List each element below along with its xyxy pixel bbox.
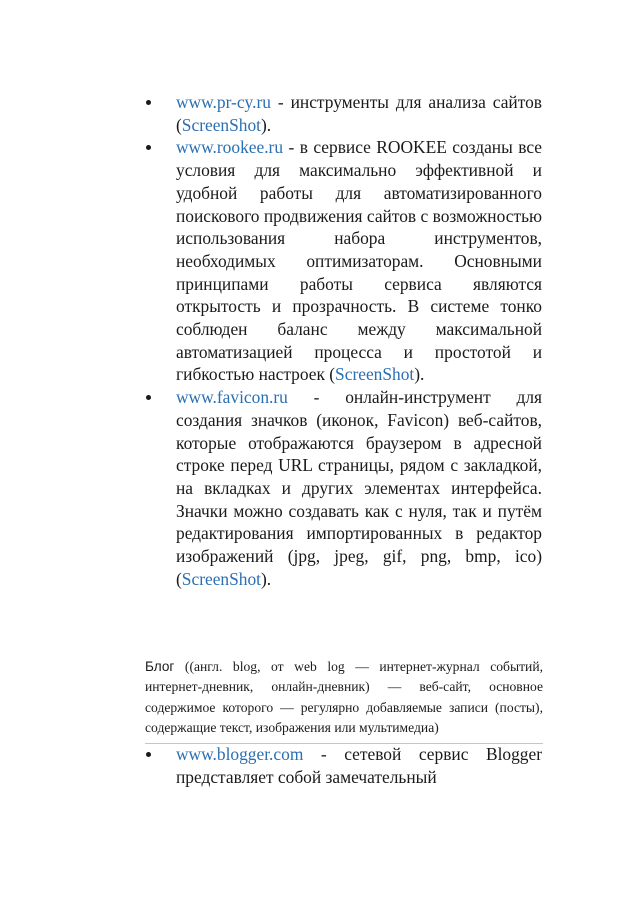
link-blogger[interactable]: www.blogger.com (176, 744, 304, 764)
note-text: ((англ. blog, от web log — интернет-журнал событий, интернет-дневник, онлайн-дневник) — веб-сайт, основное содержимое которого — регулярно добавляемые записи (посты), содержащие текст, изображения или мультимедиа) (145, 659, 543, 735)
bullet-icon (146, 145, 151, 150)
item-text: - онлайн-инструмент для создания значков (иконок, Favicon) веб-сайтов, которые отображаются браузером в адресной строке перед URL страницы, рядом с закладкой, на вкладках и других элементах интерфейса. Значки можно создавать как с нуля, так и путём редактирования импортированных в редактор изображений (jpg, jpeg, gif, png, bmp, ico) ( (176, 387, 542, 589)
item-text: - в сервисе ROOKEE созданы все условия для максимально эффективной и удобной работы для автоматизированного поискового продвижения сайтов с возможностью использования набора инструментов, необходимых оптимизаторам. Основными принципами работы сервиса являются открытость и прозрачность. В системе тонко соблюден баланс между максимальной автоматизацией процесса и простотой и гибкостью настроек ( (176, 137, 542, 385)
list-item-rookee (146, 136, 542, 386)
list-item-favicon (146, 386, 542, 590)
blog-resource-list (146, 743, 542, 788)
list-item-blogger (146, 743, 542, 788)
resource-list (146, 91, 542, 590)
bullet-icon (146, 100, 151, 105)
item-text-end: ). (414, 364, 425, 385)
bullet-icon (146, 752, 151, 757)
screenshot-link[interactable]: ScreenShot (181, 114, 262, 135)
screenshot-link[interactable]: ScreenShot (335, 364, 415, 385)
bullet-icon (146, 395, 151, 400)
screenshot-link[interactable]: ScreenShot (181, 568, 262, 589)
blog-definition-note (145, 657, 543, 744)
list-item-pr-cy (146, 91, 542, 136)
link-favicon[interactable]: www.favicon.ru (176, 387, 288, 408)
item-text-end: ). (261, 114, 272, 135)
link-pr-cy[interactable]: www.pr-cy.ru (176, 92, 271, 112)
link-rookee[interactable]: www.rookee.ru (176, 137, 284, 158)
note-term: Блог (145, 659, 175, 674)
item-text: - сетевой сервис Blogger представляет собой замечательный (176, 744, 542, 787)
item-text: - инструменты для анализа сайтов ( (176, 92, 542, 135)
item-text-end: ). (261, 568, 272, 589)
